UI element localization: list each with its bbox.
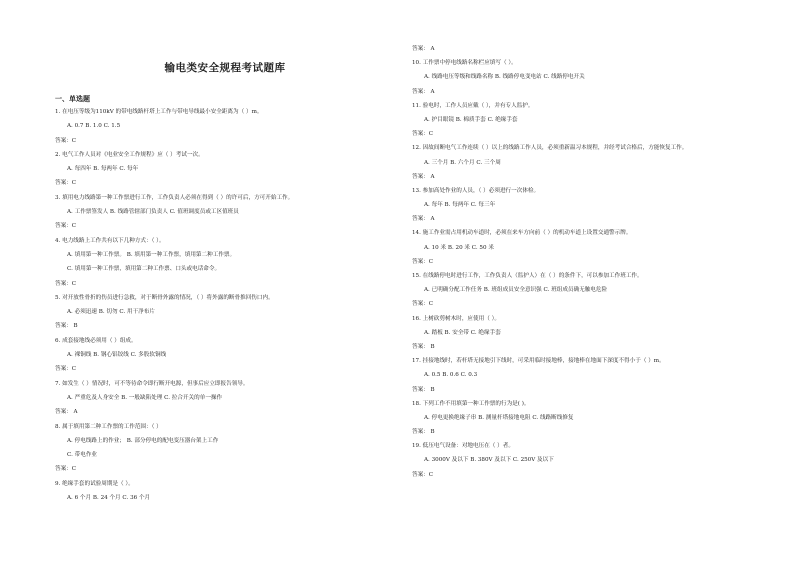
right-question-list xyxy=(412,46,782,486)
question-text: 13. 参加高处作业的人员，（ ）必须进行一次体检。 xyxy=(412,187,540,194)
answer-options: A. 6 个月 B. 24 个月 C. 36 个月 xyxy=(67,495,151,502)
answer-options: A. 停电更换绝缘子串 B. 测量杆塔接地电阻 C. 线路断线修复 xyxy=(424,414,574,421)
answer-key: 答案： A xyxy=(412,88,435,95)
answer-key: 答案：C xyxy=(55,180,77,187)
answer-key: 答案： A xyxy=(55,409,78,416)
answer-key: 答案：C xyxy=(412,471,434,478)
right-column xyxy=(412,46,782,486)
answer-key: 答案：C xyxy=(412,258,434,265)
answer-options: A. 线路电压等级和线路名称 B. 线路停电变电站 C. 线路停电开关 xyxy=(424,74,585,81)
answer-options: A. 停电线路上的作业； B. 部分停电的配电变压器台架上工作 xyxy=(67,437,219,444)
left-question-list xyxy=(55,109,395,509)
question-text: 9. 绝缘手套的试验周期是（ ）。 xyxy=(55,480,134,487)
answer-options: A. 三个月 B. 六个月 C. 三个周 xyxy=(424,159,501,166)
question-text: 14. 施工作业需占用机动车道时，必须在来车方向前（ ）的机动车道上设置交通警示牌。 xyxy=(412,230,632,237)
answer-options: A. 必须迅速 B. 切勿 C. 用干净布片 xyxy=(67,309,155,316)
answer-options: C. 带电作业 xyxy=(67,452,98,459)
answer-key: 答案： B xyxy=(55,323,78,330)
question-text: 19. 低压电气设备：对地电压在（ ）者。 xyxy=(412,443,514,450)
answer-options: A. 填用第一种工作票。 B. 填用第一种工作票，填用第二种工作票。 xyxy=(67,251,236,258)
question-text: 1. 在电压等级为110kV 的带电线路杆塔上工作与带电导线最小安全距离为（ ）m。 xyxy=(55,109,263,115)
question-text: 4. 电力线路上工作共有以下几种方式：（ ）。 xyxy=(55,237,165,244)
answer-options: A. 3000V 及以下 B. 380V 及以下 C. 250V 及以下 xyxy=(424,457,554,464)
answer-key: 答案： A xyxy=(412,46,435,52)
question-text: 5. 对开放性骨折的伤员进行急救，对于断骨外露的情况，（ ）将外露的断骨推回伤口内。 xyxy=(55,294,274,301)
answer-options: A. 每年 B. 每两年 C. 每三年 xyxy=(424,202,496,209)
answer-options: A. 踏板 B. 安全带 C. 绝缘手套 xyxy=(424,329,501,336)
answer-options: A. 裸铜线 B. 钢心铝铰线 C. 多股软铜线 xyxy=(67,352,167,359)
answer-key: 答案：C xyxy=(55,280,77,287)
question-text: 8. 属于填用第二种工作票的工作范围：（ ） xyxy=(55,423,162,430)
section-heading: 一、单选题 xyxy=(55,94,90,103)
question-text: 18. 下列工作不用填第一种工作票的行为是( )。 xyxy=(412,400,530,407)
answer-options: A. 严重危及人身安全 B. 一般缺陷处理 C. 拉合开关的单一操作 xyxy=(67,394,223,401)
question-text: 16. 上树砍剪树木时，应使用（ ）。 xyxy=(412,315,500,322)
answer-options: C. 填用第一种工作票，填用第二种工作票、口头或电话命令。 xyxy=(67,266,221,273)
answer-options: A. 护目眼镜 B. 棉质手套 C. 绝缘手套 xyxy=(424,116,518,123)
answer-key: 答案：C xyxy=(412,131,434,138)
answer-key: 答案： B xyxy=(412,343,435,350)
question-text: 7. 如发生（ ）情况时，可不等待命令即行断开电源，但事后应立即报告领导。 xyxy=(55,380,249,387)
answer-options: A. 0.5 B. 0.6 C. 0.3 xyxy=(424,372,478,379)
answer-options: A. 已明确分配工作任务 B. 班组成员安全意识强 C. 班组成员确无触电危险 xyxy=(424,287,608,294)
answer-options: A. 0.7 B. 1.0 C. 1.5 xyxy=(67,123,121,130)
left-column xyxy=(55,60,395,509)
answer-key: 答案：C xyxy=(55,366,77,373)
question-text: 10. 工作票中停电线路名称栏应填写（ ）。 xyxy=(412,60,517,67)
answer-key: 答案： B xyxy=(412,429,435,436)
answer-options: A. 每四年 B. 每两年 C. 每年 xyxy=(67,166,139,173)
answer-options: A. 工作票签发人 B. 线路管辖部门负责人 C. 值班调度员或工区值班员 xyxy=(67,209,239,216)
answer-key: 答案：C xyxy=(55,223,77,230)
question-text: 12. 因故间断电气工作连续（ ）以上的线路工作人员，必须重新温习本规程，并经考试合格后，方能恢复工作。 xyxy=(412,145,688,152)
question-text: 11. 验电时，工作人员应戴（ ），并有专人监护。 xyxy=(412,102,534,109)
answer-key: 答案：C xyxy=(55,466,77,473)
question-text: 17. 挂接地线时，若杆塔无接地引下线时，可采用临时接地棒，接地棒在地面下深度不得小于（ ）m。 xyxy=(412,358,665,365)
question-text: 3. 填用电力线路第一种工作票进行工作，工作负责人必须在得到（ ）的许可后，方可开始工作。 xyxy=(55,194,294,201)
answer-key: 答案：C xyxy=(55,137,77,144)
answer-options: A. 10 米 B. 20 米 C. 50 米 xyxy=(424,244,494,251)
answer-key: 答案： A xyxy=(412,173,435,180)
page-title: 输电类安全规程考试题库 xyxy=(164,62,286,74)
question-text: 15. 在线路停电时进行工作，工作负责人（监护人）在（ ）的条件下，可以参加工作班工作。 xyxy=(412,273,643,279)
question-text: 6. 成套接地线必须用（ ）组成。 xyxy=(55,337,137,344)
answer-key: 答案： B xyxy=(412,386,435,393)
answer-key: 答案： A xyxy=(412,216,435,223)
question-text: 2. 电气工作人员对《电业安全工作规程》应（ ）考试一次。 xyxy=(55,151,204,158)
answer-key: 答案：C xyxy=(412,301,434,308)
